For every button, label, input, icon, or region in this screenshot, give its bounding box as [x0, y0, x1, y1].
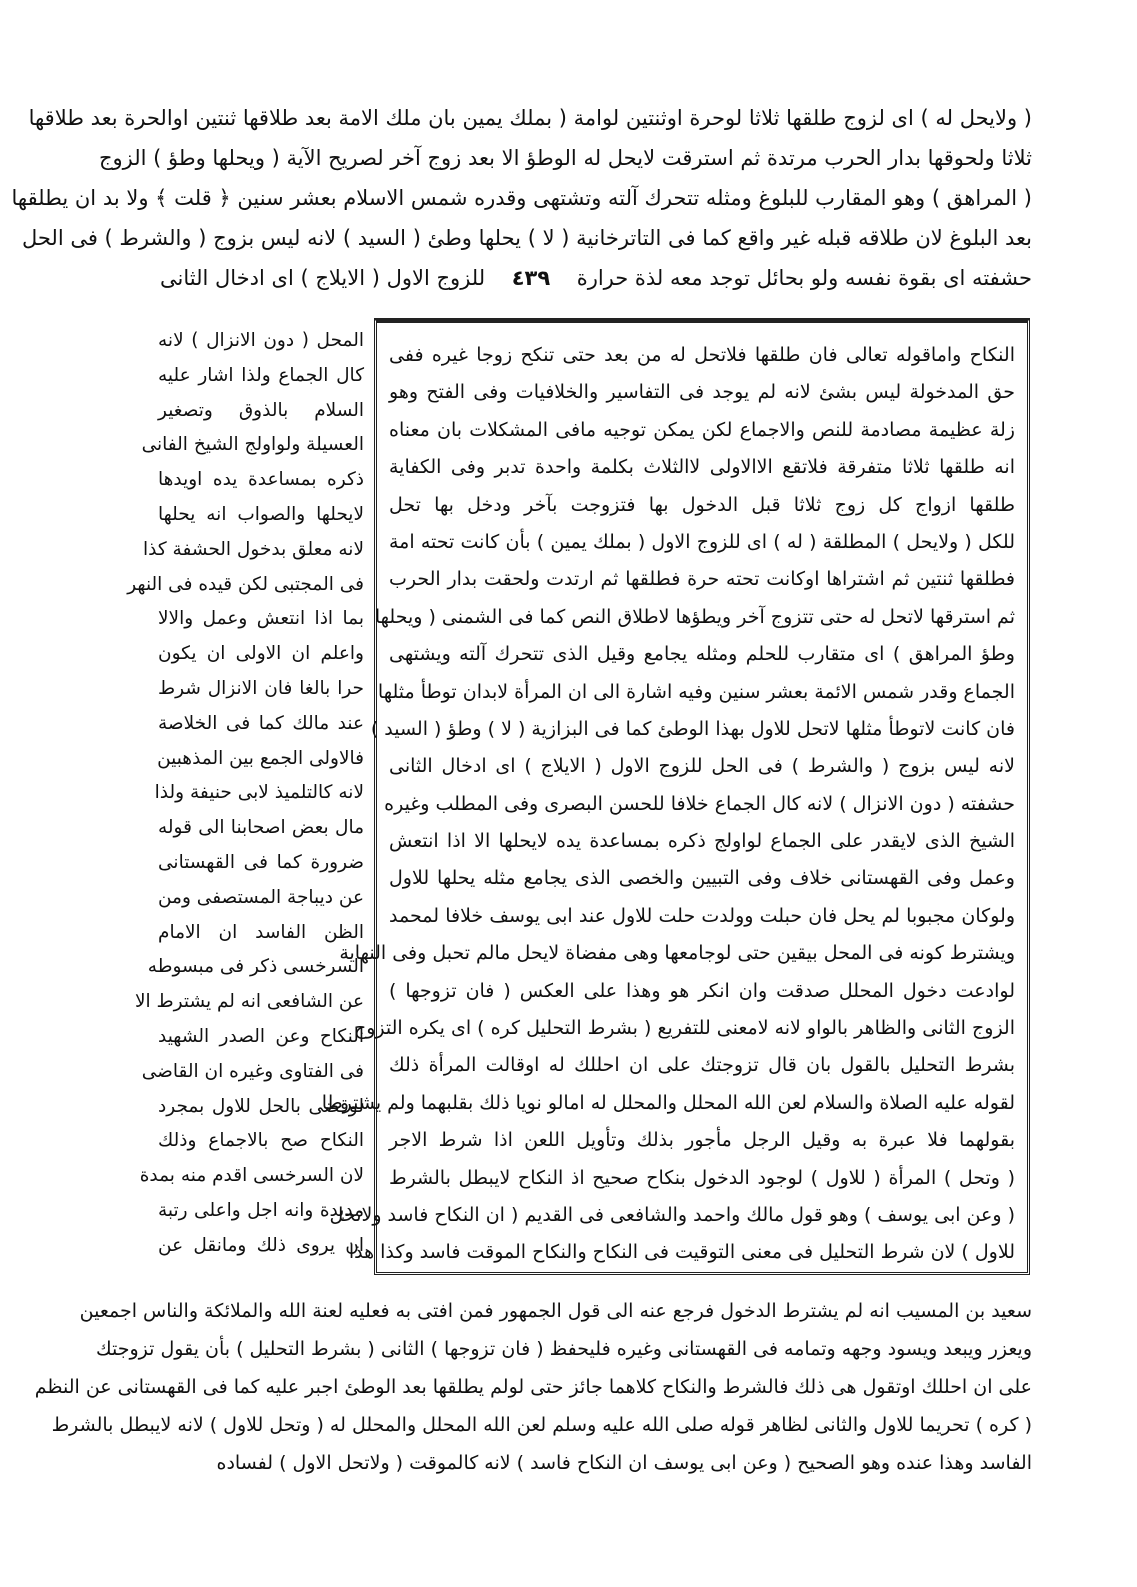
text-line: ضرورة كما فى القهستانى: [158, 851, 364, 873]
text-line: حشفته ( دون الانزال ) لانه كال الجماع خلافا للحسن البصرى وفى المطلب وغيره: [384, 792, 1015, 815]
text-line: للزوج الاول ( الايلاج ) اى ادخال الثانى: [160, 266, 486, 290]
text-line: الزوج الثانى والظاهر بالواو لانه لامعنى للتفريع ( بشرط التحليل كره ) اى يكره التزوج: [353, 1017, 1015, 1040]
text-line: العسيلة ولواولج الشيخ الفانى: [141, 434, 364, 456]
header-line: [160, 258, 1032, 298]
text-line: فى المجتبى لكن قيده فى النهر: [127, 573, 364, 595]
text-line: سعيد بن المسيب انه لم يشترط الدخول فرجع عنه الى قول الجمهور فمن افتى به فعليه لعنة الله والملائكة والناس اجمعين: [79, 1300, 1032, 1322]
text-line: لانه معلق بدخول الحشفة كذا: [143, 538, 364, 560]
text-line: لايحلها والصواب انه يحلها: [158, 503, 364, 525]
text-line: الجماع وقدر شمس الائمة بعشر سنين وفيه اشارة الى ان المرأة لابدان توطأ مثلها: [377, 680, 1015, 703]
main-text-frame: [321, 318, 1030, 1275]
text-line: ان يروى ذلك ومانقل عن: [158, 1234, 364, 1256]
text-line: لان السرخسى اقدم منه بمدة: [139, 1165, 364, 1187]
text-line: ( وعن ابى يوسف ) وهو قول مالك واحمد والشافعى فى القديم ( ان النكاح فاسد ولاتحل: [329, 1203, 1015, 1226]
text-line: لانه كالتلميذ لابى حنيفة ولذا: [154, 782, 364, 804]
text-line: فطلقها ثنتين ثم اشتراها اوكانت تحته حرة فطلقها ثم ارتدت ولحقت بدار الحرب: [389, 568, 1015, 591]
text-line: عن ديباجة المستصفى ومن: [157, 886, 364, 908]
text-line: لوادعت دخول المحلل صدقت وان انكر هو وهذا على العكس ( فان تزوجها ): [389, 979, 1015, 1002]
text-line: ( كره ) تحريما للاول والثانى لظاهر قوله صلى الله عليه وسلم لعن الله المحلل والمحلل له ( وتحل للاول ) لانه لايبطل بالشرط: [51, 1414, 1032, 1436]
bottom-commentary: [34, 1292, 1032, 1482]
text-line: بقولهما فلا عبرة به وقيل الرجل مأجور بذلك وتأويل اللعن اذا شرط الاجر: [389, 1129, 1015, 1152]
text-line: مديدة وانه اجل واعلى رتبة: [158, 1199, 364, 1221]
text-line: النكاح وعن الصدر الشهيد: [158, 1025, 364, 1047]
text-line: ( المراهق ) وهو المقارب للبلوغ ومثله تتحرك آلته وتشتهى وقدره شمس الاسلام بعشر سنين ﴿ قلت ﴾ ولا بد ان يطلقها: [11, 186, 1032, 210]
text-line: فى الفتاوى وغيره ان القاضى: [141, 1060, 364, 1082]
text-line: السلام بالذوق وتصغير: [158, 399, 364, 421]
text-line: وعمل وفى القهستانى خلاف وفى التبيين والخصى الذى يجامع مثله يحلها للاول: [389, 867, 1015, 890]
text-line: كال الجماع ولذا اشار عليه: [158, 364, 364, 386]
text-line: الفاسد وهذا عنده وهو الصحيح ( وعن ابى يوسف ان النكاح فاسد ) لانه كالموقت ( ولاتحل الاول ) لفساده: [216, 1452, 1032, 1474]
text-line: ( وتحل ) المرأة ( للاول ) لوجود الدخول بنكاح صحيح اذ النكاح لايبطل بالشرط: [389, 1166, 1015, 1189]
text-line: ولوكان مجبوبا لم يحل فان حبلت وولدت حلت للاول عند ابى يوسف خلافا لمحمد: [389, 904, 1015, 927]
text-line: النكاح صح بالاجماع وذلك: [158, 1130, 364, 1152]
text-line: للاول ) لان شرط التحليل فى معنى التوقيت فى النكاح والنكاح الموقت فاسد وكذا هذا: [348, 1241, 1015, 1264]
text-line: النكاح واماقوله تعالى فان طلقها فلاتحل له من بعد حتى تنكح زوجا غيره ففى: [389, 344, 1015, 366]
text-line: بشرط التحليل بالقول بان قال تزوجتك على ان احللك له اوقالت المرأة ذلك: [389, 1054, 1015, 1077]
text-line: لقوله عليه الصلاة والسلام لعن الله المحلل والمحلل له امالو نويا ذلك بقلبهما ولم يشترطا: [321, 1091, 1015, 1114]
text-line: طلقها ازواج كل زوج ثلاثا قبل الدخول بها فتزوجت بآخر ودخل بها تحل: [389, 493, 1015, 516]
main-text: [321, 337, 1015, 1272]
text-line: وطؤ المراهق ) اى متقارب للحلم ومثله يجامع وقيل الذى تتحرك آلته ويشتهى: [389, 643, 1015, 666]
text-line: الظن الفاسد ان الامام: [158, 921, 364, 943]
text-line: حق المدخولة ليس بشئ لانه لم يوجد فى التفاسير والخلافيات وفى الفتح وهو: [389, 381, 1015, 404]
text-line: حرا بالغا فان الانزال شرط: [158, 677, 364, 699]
text-line: ذكره بمساعدة يده اويدها: [158, 469, 364, 491]
text-line: حشفته اى بقوة نفسه ولو بحائل توجد معه لذة حرارة: [576, 266, 1032, 290]
text-line: ( ولايحل له ) اى لزوج طلقها ثلاثا لوحرة اوثنتين لوامة ( بملك يمين بان ملك الامة بعد طلاقها ثنتين اوالحرة بعد طلاقها: [28, 106, 1032, 130]
text-line: ثلاثا ولحوقها بدار الحرب مرتدة ثم استرقت لايحل له الوطؤ الا بعد زوج آخر لصريح الآية ( ويحلها وطؤ ) الزوج: [98, 146, 1032, 170]
text-line: لانه ليس بزوج ( والشرط ) فى الحل للزوج الاول ( الايلاج ) اى ادخال الثانى: [389, 755, 1015, 778]
text-line: للكل ( ولايحل ) المطلقة ( له ) اى للزوج الاول ( بملك يمين ) بأن كانت تحته امة: [389, 530, 1015, 553]
text-line: بما اذا انتعش وعمل والالا: [158, 608, 364, 630]
text-line: ويعزر ويبعد ويسود وجهه وتمامه فى القهستانى وغيره فليحفظ ( فان تزوجها ) الثانى ( بشرط التحليل ) بأن يقول تزوجتك: [95, 1338, 1032, 1360]
text-line: على ان احللك اوتقول هى ذلك فالشرط والنكاح كلاهما جائز حتى لولم يطلقها بعد الوطئ اجبر عليه كما فى القهستانى عن النظم: [34, 1376, 1032, 1398]
text-line: السرخسى ذكر فى مبسوطه: [147, 956, 364, 978]
text-line: فالاولى الجمع بين المذهبين: [157, 747, 364, 769]
text-line: المحل ( دون الانزال ) لانه: [158, 330, 364, 351]
text-line: فان كانت لاتوطأ مثلها لاتحل للاول بهذا الوطئ كما فى البزازية ( لا ) وطؤ ( السيد ): [370, 717, 1015, 740]
top-commentary: [11, 98, 1032, 298]
text-line: واعلم ان الاولى ان يكون: [158, 643, 364, 665]
text-line: عن الشافعى انه لم يشترط الا: [134, 991, 364, 1013]
text-line: بعد البلوغ لان طلاقه قبله غير واقع كما فى التاترخانية ( لا ) يحلها وطئ ( السيد ) لانه ليس بزوج ( والشرط ) فى الحل: [21, 226, 1032, 250]
text-line: عند مالك كما فى الخلاصة: [158, 712, 364, 734]
text-line: ويشترط كونه فى المحل بيقين حتى لوجامعها وهى مفضاة لايحل مالم تحبل وفى النهاية: [339, 942, 1015, 965]
text-line: انه طلقها ثلاثا متفرقة فلاتقع الاالاولى لاالثلاث بكلمة واحدة تدبر وفى الكفاية: [389, 456, 1015, 479]
text-line: مال بعض اصحابنا الى قوله: [158, 817, 364, 839]
text-line: زلة عظيمة مصادمة للنص والاجماع لكن يمكن توجيه مافى المشكلات بان معناه: [389, 418, 1015, 441]
text-line: لوقضى بالحل للاول بمجرد: [158, 1095, 364, 1117]
text-line: ثم استرقها لاتحل له حتى تتزوج آخر ويطؤها لاطلاق النص كما فى الشمنى ( ويحلها: [374, 605, 1015, 628]
margin-commentary: [127, 324, 364, 1264]
page-number: ٤٣٩: [511, 266, 551, 290]
text-line: الشيخ الذى لايقدر على الجماع لواولج ذكره بمساعدة يده لايحلها الا اذا انتعش: [389, 830, 1015, 853]
